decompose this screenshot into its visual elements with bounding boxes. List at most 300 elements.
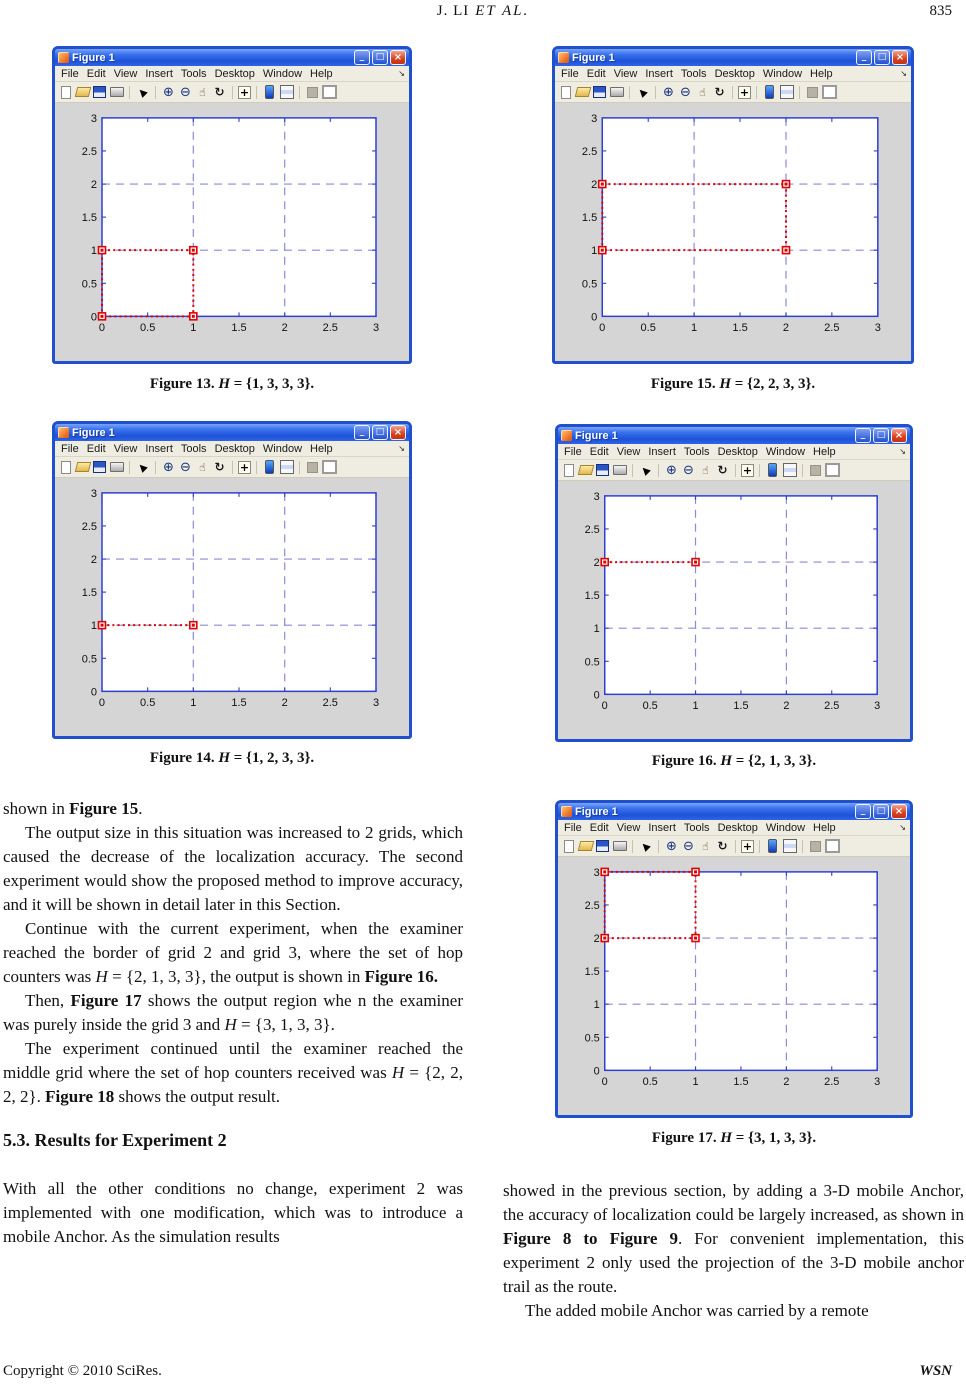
pan-icon[interactable]: ☝	[702, 463, 709, 477]
svg-text:2: 2	[90, 554, 97, 567]
window-titlebar[interactable]	[55, 49, 409, 66]
text-segment: shows the output result.	[114, 1087, 281, 1106]
arrow-cursor-icon[interactable]: ▲	[638, 463, 653, 477]
close-button[interactable]: ×	[390, 50, 406, 65]
svg-text:2: 2	[782, 322, 790, 335]
menu-insert[interactable]: Insert	[648, 821, 676, 834]
minimize-button[interactable]: _	[354, 425, 370, 440]
window-titlebar[interactable]	[558, 427, 910, 444]
svg-text:3: 3	[372, 697, 380, 710]
svg-text:1.5: 1.5	[231, 697, 247, 710]
figure-canvas	[55, 103, 409, 361]
svg-text:2.5: 2.5	[81, 145, 97, 158]
rotate-3d-icon[interactable]: ↻	[214, 460, 225, 474]
svg-text:0: 0	[593, 689, 600, 702]
figure-toolbar	[558, 460, 910, 481]
new-figure-icon[interactable]	[58, 460, 73, 475]
body-paragraph	[3, 821, 463, 917]
svg-text:1: 1	[190, 322, 197, 335]
minimize-button[interactable]: _	[856, 50, 872, 65]
svg-text:0.5: 0.5	[584, 1032, 600, 1045]
menu-edit[interactable]: Edit	[586, 67, 606, 80]
new-figure-icon[interactable]	[561, 839, 576, 854]
menu-window[interactable]: Window	[765, 445, 806, 458]
text-segment: Figure 15	[69, 799, 139, 818]
toolbar-separator	[256, 86, 257, 99]
toolbar-separator	[802, 464, 803, 477]
svg-text:2: 2	[593, 933, 600, 946]
text-segment: H	[391, 1063, 405, 1082]
right-text-column	[503, 1179, 964, 1323]
toolbar-separator	[256, 461, 257, 474]
insert-legend-icon[interactable]	[782, 839, 797, 854]
menu-view[interactable]: View	[113, 67, 138, 80]
toolbar-separator	[732, 86, 733, 99]
svg-text:3: 3	[874, 700, 881, 713]
maximize-button[interactable]: □	[372, 425, 388, 440]
svg-text:3: 3	[591, 112, 598, 125]
rotate-3d-icon[interactable]: ↻	[714, 85, 725, 99]
menu-desktop[interactable]: Desktop	[714, 67, 755, 80]
menu-bar	[55, 441, 409, 457]
plot-axes	[558, 857, 910, 1115]
caption-value: = {2, 1, 3, 3}.	[732, 753, 817, 769]
toolbar-separator	[759, 840, 760, 853]
menu-file[interactable]: File	[564, 445, 582, 458]
hide-plot-tools-icon[interactable]	[808, 463, 823, 478]
toolbar-separator	[155, 86, 156, 99]
menu-file[interactable]: File	[564, 821, 582, 834]
plot-axes	[55, 103, 409, 361]
svg-text:2.5: 2.5	[81, 520, 97, 533]
menu-edit[interactable]: Edit	[589, 821, 609, 834]
svg-text:0: 0	[591, 311, 598, 324]
menu-insert[interactable]: Insert	[645, 67, 673, 80]
svg-text:0: 0	[98, 322, 106, 335]
hide-plot-tools-icon[interactable]	[808, 839, 823, 854]
close-button[interactable]: ×	[891, 428, 907, 443]
new-figure-icon[interactable]	[558, 85, 573, 100]
caption-value: = {1, 3, 3, 3}.	[230, 376, 315, 392]
svg-text:3: 3	[593, 866, 600, 879]
caption-label: Figure 15.	[650, 376, 720, 392]
page-header	[0, 3, 966, 20]
close-button[interactable]: ×	[390, 425, 406, 440]
menu-view[interactable]: View	[616, 445, 641, 458]
print-figure-icon[interactable]	[609, 85, 624, 100]
menu-bar	[555, 66, 911, 82]
toolbar-separator	[802, 840, 803, 853]
figure-toolbar	[55, 457, 409, 478]
text-segment: . For convenient implementation, this experiment 2 only used the projection of the 3-D mobile anchor trail as the route.	[503, 1229, 964, 1296]
toolbar-separator	[658, 840, 659, 853]
matlab-icon	[561, 806, 572, 817]
svg-text:3: 3	[90, 487, 97, 500]
arrow-cursor-icon[interactable]: ▲	[638, 839, 653, 853]
figure-caption-figure-13	[52, 376, 412, 393]
insert-legend-icon[interactable]	[779, 85, 794, 100]
svg-text:0: 0	[601, 1076, 608, 1089]
menu-tools[interactable]: Tools	[683, 821, 710, 834]
text-segment: .	[138, 799, 143, 818]
toolbar-separator	[632, 464, 633, 477]
svg-text:2: 2	[783, 1076, 790, 1089]
svg-text:0.5: 0.5	[642, 1076, 658, 1089]
menu-window[interactable]: Window	[765, 821, 806, 834]
menu-overflow-arrow-icon: ↘	[398, 69, 405, 78]
menu-view[interactable]: View	[613, 67, 638, 80]
text-segment: = {3, 1, 3, 3}.	[236, 1015, 335, 1034]
menu-view[interactable]: View	[616, 821, 641, 834]
svg-text:1: 1	[90, 245, 97, 258]
svg-text:1: 1	[593, 623, 600, 636]
svg-text:3: 3	[372, 322, 380, 335]
window-titlebar[interactable]	[55, 424, 409, 441]
arrow-cursor-icon[interactable]: ▲	[135, 85, 150, 99]
insert-colorbar-icon[interactable]	[765, 839, 780, 854]
svg-text:1.5: 1.5	[581, 212, 598, 225]
figure-caption-figure-15	[552, 376, 914, 393]
insert-colorbar-icon[interactable]	[762, 85, 777, 100]
caption-value: = {1, 2, 3, 3}.	[230, 750, 315, 766]
data-cursor-icon[interactable]: +	[742, 463, 753, 477]
print-figure-icon[interactable]	[109, 460, 124, 475]
svg-text:3: 3	[874, 322, 881, 335]
open-file-icon[interactable]	[75, 460, 90, 475]
window-controls	[855, 804, 907, 819]
minimize-button[interactable]: _	[855, 804, 871, 819]
caption-variable: H	[720, 1130, 732, 1146]
body-paragraph	[503, 1299, 964, 1323]
open-file-icon[interactable]	[578, 839, 593, 854]
menu-tools[interactable]: Tools	[683, 445, 710, 458]
menu-help[interactable]: Help	[310, 442, 333, 455]
matlab-window-figure-17	[555, 800, 913, 1118]
window-controls	[855, 428, 907, 443]
insert-colorbar-icon[interactable]	[765, 463, 780, 478]
svg-text:2.5: 2.5	[584, 523, 600, 536]
menu-desktop[interactable]: Desktop	[214, 442, 255, 455]
menu-tools[interactable]: Tools	[180, 67, 207, 80]
show-plot-tools-icon[interactable]	[822, 85, 837, 100]
toolbar-separator	[799, 86, 800, 99]
svg-text:1.5: 1.5	[733, 700, 749, 713]
window-titlebar[interactable]	[558, 803, 910, 820]
hide-plot-tools-icon[interactable]	[305, 460, 320, 475]
author-line: J. LI	[436, 3, 470, 19]
menu-tools[interactable]: Tools	[680, 67, 707, 80]
menu-insert[interactable]: Insert	[145, 67, 173, 80]
hide-plot-tools-icon[interactable]	[805, 85, 820, 100]
matlab-icon	[561, 430, 572, 441]
new-figure-icon[interactable]	[561, 463, 576, 478]
show-plot-tools-icon[interactable]	[322, 85, 337, 100]
figure-canvas	[558, 481, 910, 739]
toolbar-separator	[155, 461, 156, 474]
svg-text:0.5: 0.5	[584, 656, 600, 669]
svg-text:0: 0	[90, 311, 97, 324]
save-figure-icon[interactable]	[595, 839, 610, 854]
svg-text:1: 1	[691, 322, 698, 335]
figure-toolbar	[55, 82, 409, 103]
window-controls	[354, 50, 406, 65]
open-file-icon[interactable]	[575, 85, 590, 100]
menu-insert[interactable]: Insert	[648, 445, 676, 458]
menu-edit[interactable]: Edit	[86, 442, 106, 455]
maximize-button[interactable]: □	[873, 804, 889, 819]
minimize-button[interactable]: _	[855, 428, 871, 443]
menu-help[interactable]: Help	[813, 821, 836, 834]
text-segment: Then,	[25, 991, 71, 1010]
footer-copyright: Copyright © 2010 SciRes.	[3, 1363, 162, 1379]
rotate-3d-icon[interactable]: ↻	[717, 463, 728, 477]
menu-edit[interactable]: Edit	[589, 445, 609, 458]
caption-label: Figure 13.	[149, 376, 219, 392]
text-segment: Figure 16.	[364, 967, 438, 986]
maximize-button[interactable]: □	[874, 50, 890, 65]
insert-colorbar-icon[interactable]	[262, 85, 277, 100]
svg-text:2: 2	[591, 179, 598, 192]
section-heading: 5.3. Results for Experiment 2	[3, 1130, 227, 1150]
menu-file[interactable]: File	[61, 442, 79, 455]
print-figure-icon[interactable]	[109, 85, 124, 100]
menu-overflow-arrow-icon: ↘	[899, 447, 906, 456]
figure-caption-figure-16	[555, 753, 913, 770]
svg-text:0: 0	[599, 322, 606, 335]
svg-text:2.5: 2.5	[824, 322, 840, 335]
svg-text:1: 1	[593, 999, 600, 1012]
text-segment: shown in	[3, 799, 70, 818]
pan-icon[interactable]: ☝	[199, 460, 206, 474]
svg-text:1.5: 1.5	[231, 322, 247, 335]
figure-canvas	[55, 478, 409, 736]
menu-overflow-arrow-icon: ↘	[398, 444, 405, 453]
zoom-out-icon[interactable]: ⊖	[180, 84, 191, 100]
svg-text:1: 1	[692, 1076, 699, 1089]
close-button[interactable]: ×	[892, 50, 908, 65]
hide-plot-tools-icon[interactable]	[305, 85, 320, 100]
arrow-cursor-icon[interactable]: ▲	[635, 85, 650, 99]
menu-window[interactable]: Window	[762, 67, 803, 80]
svg-text:2.5: 2.5	[322, 322, 338, 335]
svg-text:2.5: 2.5	[581, 145, 598, 158]
figure-caption-figure-14	[52, 750, 412, 767]
data-cursor-icon[interactable]: +	[239, 460, 250, 474]
svg-text:2: 2	[90, 179, 97, 192]
svg-text:2.5: 2.5	[824, 1076, 840, 1089]
author-line-et-al: ET AL.	[475, 3, 530, 19]
footer-journal: WSN	[919, 1363, 952, 1379]
menu-tools[interactable]: Tools	[180, 442, 207, 455]
menu-file[interactable]: File	[61, 67, 79, 80]
window-controls	[354, 425, 406, 440]
toolbar-separator	[299, 86, 300, 99]
svg-text:3: 3	[90, 112, 97, 125]
show-plot-tools-icon[interactable]	[825, 839, 840, 854]
text-segment: With all the other conditions no change, experiment 2 was implemented with one modification, which was to introduce a mobile Anchor. As the simulation results	[3, 1179, 463, 1246]
svg-text:2: 2	[783, 700, 790, 713]
window-title: Figure 1	[72, 51, 115, 64]
figure-caption-figure-17	[555, 1130, 913, 1147]
svg-text:1.5: 1.5	[732, 322, 748, 335]
open-file-icon[interactable]	[75, 85, 90, 100]
data-cursor-icon[interactable]: +	[739, 85, 750, 99]
insert-legend-icon[interactable]	[782, 463, 797, 478]
text-segment: showed in the previous section, by adding a 3-D mobile Anchor, the accuracy of localization could be largely increased, as shown in	[503, 1181, 964, 1224]
zoom-out-icon[interactable]: ⊖	[683, 462, 694, 478]
svg-text:3: 3	[874, 1076, 881, 1089]
toolbar-separator	[299, 461, 300, 474]
matlab-icon	[558, 52, 569, 63]
insert-colorbar-icon[interactable]	[262, 460, 277, 475]
data-cursor-icon[interactable]: +	[239, 85, 250, 99]
svg-text:1.5: 1.5	[584, 590, 600, 603]
svg-text:2: 2	[281, 697, 288, 710]
body-paragraph	[3, 1037, 463, 1109]
menu-file[interactable]: File	[561, 67, 579, 80]
body-paragraph	[503, 1179, 964, 1299]
figure-toolbar	[555, 82, 911, 103]
svg-text:1.5: 1.5	[733, 1076, 749, 1089]
maximize-button[interactable]: □	[873, 428, 889, 443]
menu-window[interactable]: Window	[262, 67, 303, 80]
caption-label: Figure 16.	[651, 753, 721, 769]
caption-label: Figure 14.	[149, 750, 219, 766]
menu-window[interactable]: Window	[262, 442, 303, 455]
window-titlebar[interactable]	[555, 49, 911, 66]
zoom-in-icon[interactable]: ⊕	[163, 84, 174, 100]
svg-text:1.5: 1.5	[584, 966, 600, 979]
body-paragraph	[3, 917, 463, 989]
svg-text:0.5: 0.5	[81, 653, 97, 666]
text-segment: Figure 8 to Figure 9	[503, 1229, 678, 1248]
menu-desktop[interactable]: Desktop	[717, 445, 758, 458]
zoom-out-icon[interactable]: ⊖	[680, 84, 691, 100]
svg-text:1: 1	[692, 700, 699, 713]
data-cursor-icon[interactable]: +	[742, 839, 753, 853]
window-title: Figure 1	[575, 429, 618, 442]
svg-text:2.5: 2.5	[584, 899, 600, 912]
svg-text:3: 3	[593, 490, 600, 503]
menu-desktop[interactable]: Desktop	[717, 821, 758, 834]
toolbar-separator	[756, 86, 757, 99]
matlab-window-figure-14	[52, 421, 412, 739]
toolbar-separator	[129, 461, 130, 474]
caption-variable: H	[719, 376, 731, 392]
arrow-cursor-icon[interactable]: ▲	[135, 460, 150, 474]
show-plot-tools-icon[interactable]	[825, 463, 840, 478]
caption-variable: H	[720, 753, 732, 769]
matlab-icon	[58, 52, 69, 63]
print-figure-icon[interactable]	[612, 463, 627, 478]
menu-desktop[interactable]: Desktop	[214, 67, 255, 80]
save-figure-icon[interactable]	[592, 85, 607, 100]
pan-icon[interactable]: ☝	[699, 85, 706, 99]
open-file-icon[interactable]	[578, 463, 593, 478]
print-figure-icon[interactable]	[612, 839, 627, 854]
menu-help[interactable]: Help	[310, 67, 333, 80]
rotate-3d-icon[interactable]: ↻	[214, 85, 225, 99]
text-segment: shows the output region whe n the examiner was purely inside the grid 3 and	[3, 991, 463, 1034]
toolbar-separator	[655, 86, 656, 99]
figure-toolbar	[558, 836, 910, 857]
zoom-in-icon[interactable]: ⊕	[666, 838, 677, 854]
menu-edit[interactable]: Edit	[86, 67, 106, 80]
pan-icon[interactable]: ☝	[702, 839, 709, 853]
svg-text:0.5: 0.5	[642, 700, 658, 713]
caption-variable: H	[218, 376, 230, 392]
save-figure-icon[interactable]	[92, 460, 107, 475]
svg-text:2.5: 2.5	[322, 697, 338, 710]
zoom-out-icon[interactable]: ⊖	[683, 838, 694, 854]
text-segment: The added mobile Anchor was carried by a remote	[525, 1301, 869, 1320]
menu-insert[interactable]: Insert	[145, 442, 173, 455]
text-segment: = {2, 1, 3, 3}, the output is shown in	[107, 967, 365, 986]
zoom-out-icon[interactable]: ⊖	[180, 459, 191, 475]
window-title: Figure 1	[72, 426, 115, 439]
toolbar-separator	[129, 86, 130, 99]
caption-label: Figure 17.	[651, 1130, 721, 1146]
toolbar-separator	[232, 461, 233, 474]
svg-text:1.5: 1.5	[81, 212, 97, 225]
minimize-button[interactable]: _	[354, 50, 370, 65]
save-figure-icon[interactable]	[595, 463, 610, 478]
svg-text:0: 0	[593, 1065, 600, 1078]
figure-canvas	[555, 103, 911, 361]
text-segment: H	[95, 967, 108, 986]
menu-view[interactable]: View	[113, 442, 138, 455]
matlab-window-figure-15	[552, 46, 914, 364]
matlab-window-figure-16	[555, 424, 913, 742]
text-segment: The output size in this situation was increased to 2 grids, which caused the decrease of the localization accuracy. The second experiment would show the proposed method to improve accuracy, and it will be shown in detail later in this Section.	[3, 823, 463, 914]
close-button[interactable]: ×	[891, 804, 907, 819]
text-segment: Figure 17	[70, 991, 142, 1010]
menu-help[interactable]: Help	[813, 445, 836, 458]
rotate-3d-icon[interactable]: ↻	[717, 839, 728, 853]
window-title: Figure 1	[572, 51, 615, 64]
toolbar-separator	[759, 464, 760, 477]
left-text-column	[3, 797, 463, 1249]
window-controls	[856, 50, 908, 65]
svg-text:1: 1	[591, 245, 598, 258]
menu-bar	[55, 66, 409, 82]
text-segment: H	[224, 1015, 237, 1034]
toolbar-separator	[629, 86, 630, 99]
text-segment: Figure 18	[45, 1087, 115, 1106]
pan-icon[interactable]: ☝	[199, 85, 206, 99]
text-segment: = {2, 2, 2, 2}.	[3, 1063, 463, 1106]
new-figure-icon[interactable]	[58, 85, 73, 100]
insert-legend-icon[interactable]	[279, 460, 294, 475]
save-figure-icon[interactable]	[92, 85, 107, 100]
maximize-button[interactable]: □	[372, 50, 388, 65]
toolbar-separator	[232, 86, 233, 99]
text-segment: The experiment continued until the examiner reached the middle grid where the set of hop counters received was	[3, 1039, 463, 1082]
svg-text:0: 0	[98, 697, 106, 710]
show-plot-tools-icon[interactable]	[322, 460, 337, 475]
svg-text:0: 0	[90, 686, 97, 699]
zoom-in-icon[interactable]: ⊕	[663, 84, 674, 100]
svg-text:1: 1	[90, 620, 97, 633]
menu-overflow-arrow-icon: ↘	[899, 823, 906, 832]
body-paragraph	[3, 797, 463, 821]
zoom-in-icon[interactable]: ⊕	[666, 462, 677, 478]
zoom-in-icon[interactable]: ⊕	[163, 459, 174, 475]
insert-legend-icon[interactable]	[279, 85, 294, 100]
toolbar-separator	[735, 464, 736, 477]
svg-text:1: 1	[190, 697, 197, 710]
menu-help[interactable]: Help	[810, 67, 833, 80]
